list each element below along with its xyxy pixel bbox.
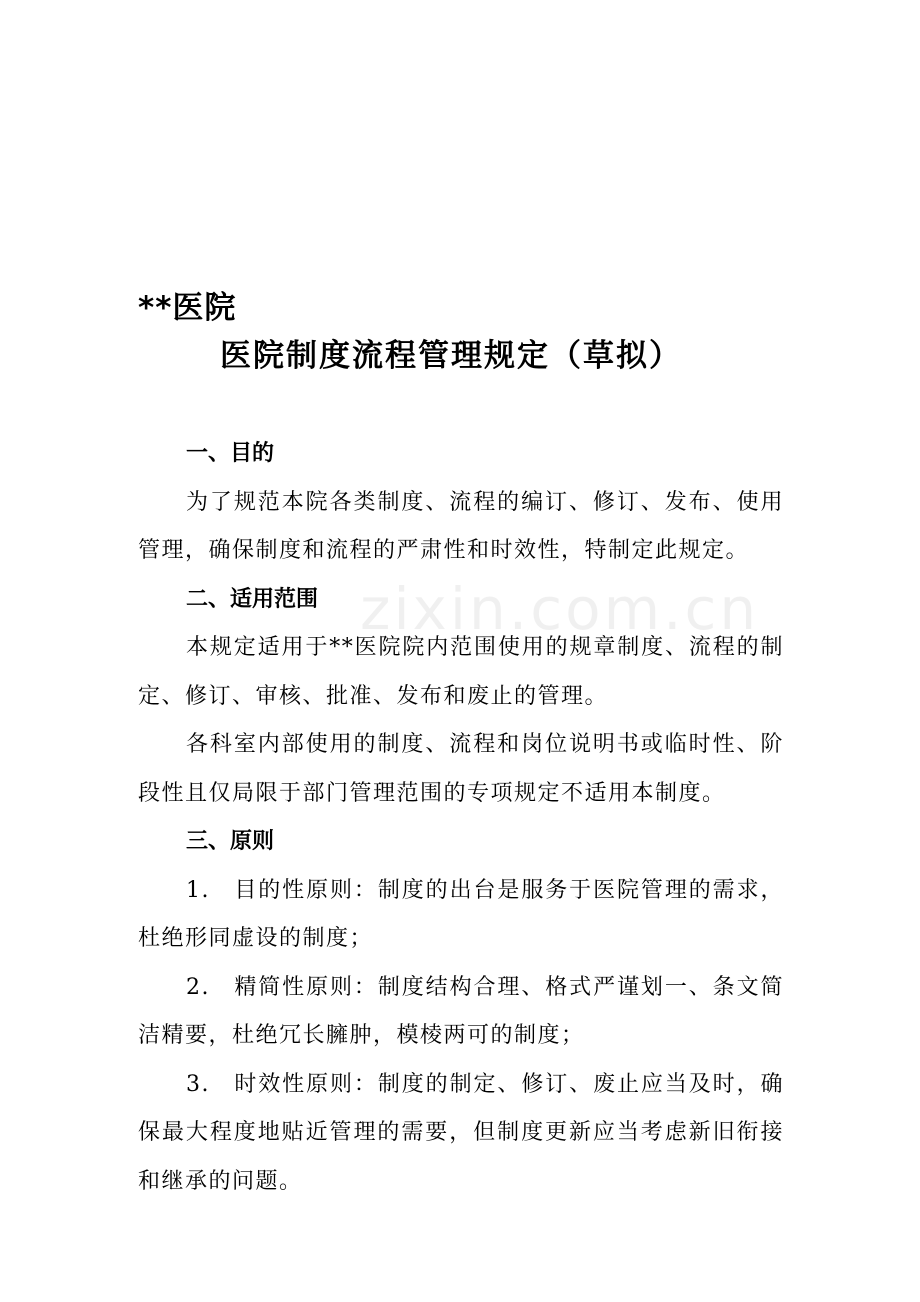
section-heading-scope: 二、适用范围 xyxy=(186,586,319,612)
hospital-name: **医院 xyxy=(138,290,237,326)
watermark: zixin.com.cn xyxy=(360,575,760,643)
section-heading-principles: 三、原则 xyxy=(186,829,275,854)
section-heading-purpose: 一、目的 xyxy=(186,441,275,466)
document-body xyxy=(138,430,784,1206)
principle-item-3: 3. 时效性原则：制度的制定、修订、废止应当及时，确保最大程度地贴近管理的需要，但制度更新应当考虑新旧衔接和继承的问题。 xyxy=(138,1071,784,1194)
principle-item-1: 1. 目的性原则：制度的出台是服务于医院管理的需求，杜绝形同虚设的制度； xyxy=(138,877,784,951)
purpose-paragraph: 为了规范本院各类制度、流程的编订、修订、发布、使用管理，确保制度和流程的严肃性和时效性，特制定此规定。 xyxy=(138,489,784,563)
document-title: 医院制度流程管理规定（草拟） xyxy=(220,338,682,374)
principle-item-2: 2. 精简性原则：制度结构合理、格式严谨划一、条文简洁精要，杜绝冗长臃肿，模棱两可的制度； xyxy=(138,974,784,1048)
scope-paragraph-2: 各科室内部使用的制度、流程和岗位说明书或临时性、阶段性且仅局限于部门管理范围的专项规定不适用本制度。 xyxy=(138,732,784,806)
scope-paragraph-1: 本规定适用于**医院院内范围使用的规章制度、流程的制定、修订、审核、批准、发布和废止的管理。 xyxy=(138,635,784,709)
